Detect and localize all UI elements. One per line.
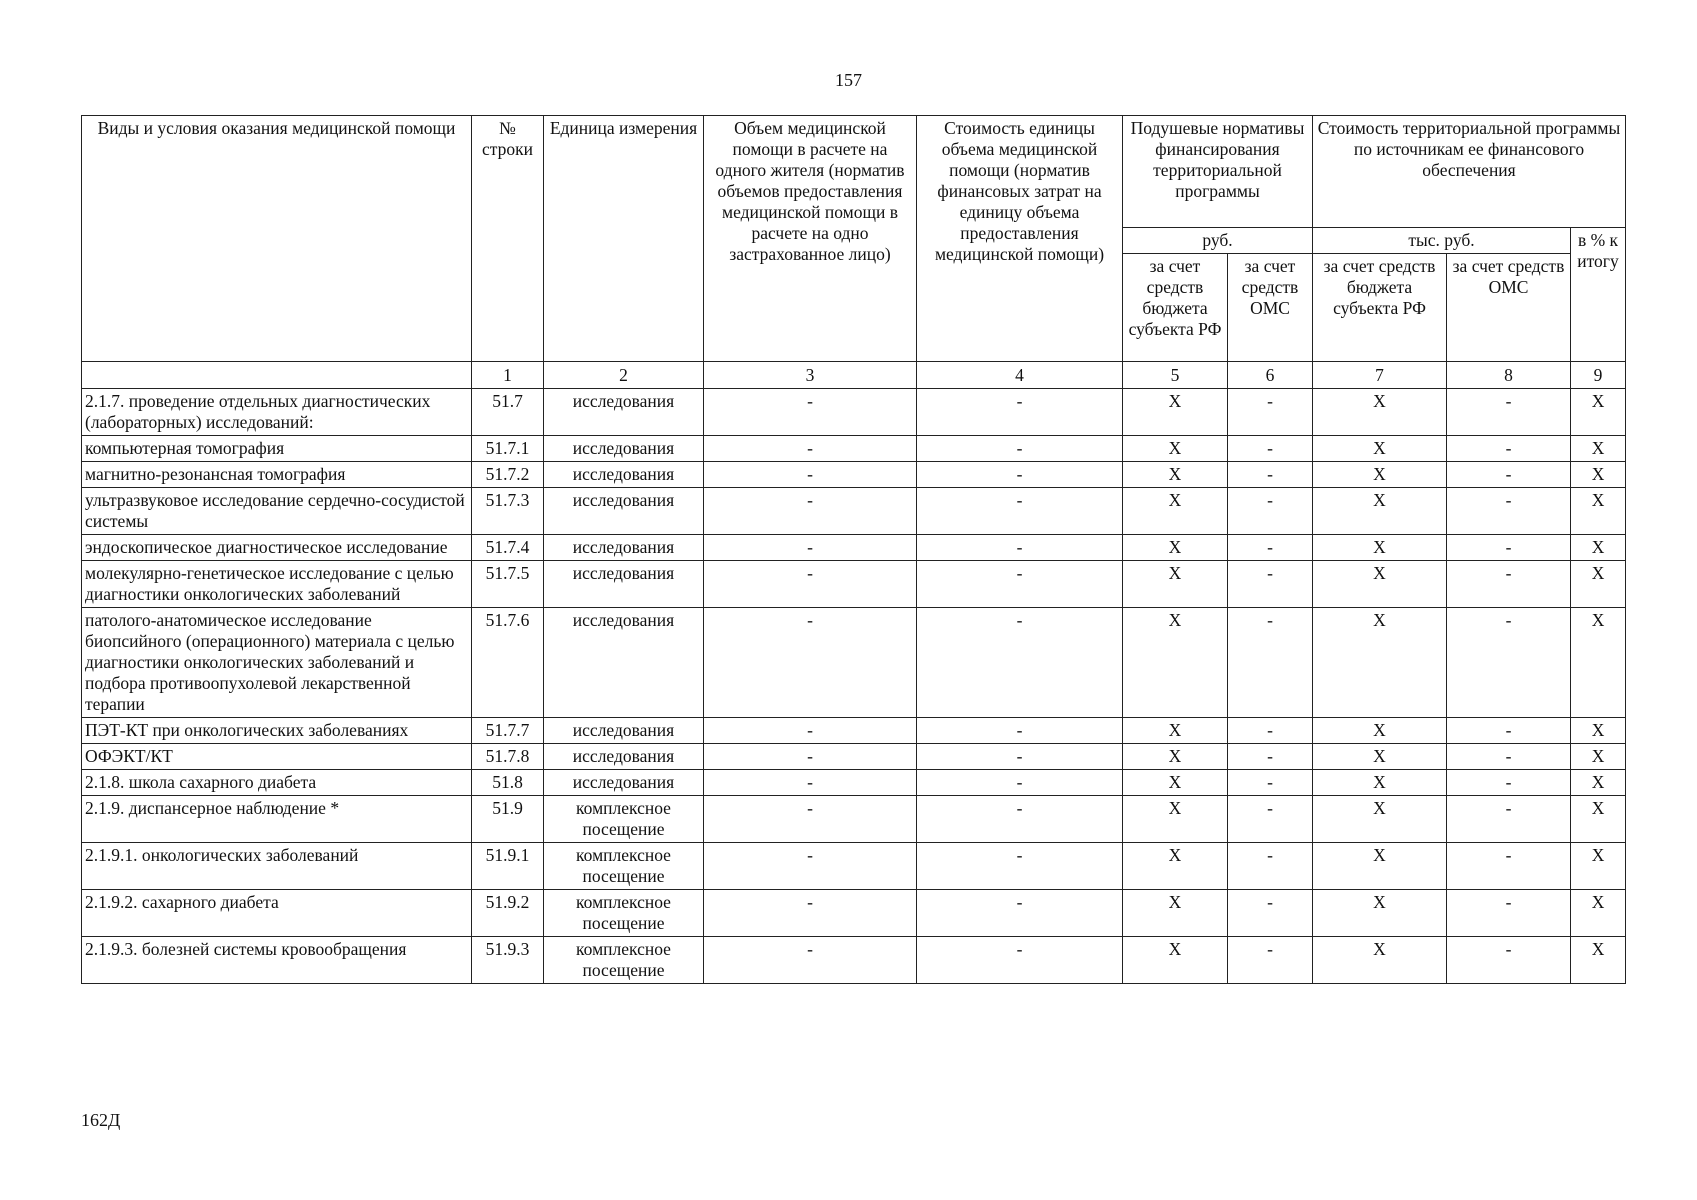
row-number: 51.7.2 [472, 462, 544, 488]
row-volume: - [704, 890, 917, 937]
row-name: ультразвуковое исследование сердечно-сосудистой системы [82, 488, 472, 535]
row-per-capita-budget: X [1123, 796, 1228, 843]
row-cost-budget: X [1313, 843, 1447, 890]
row-per-capita-oms: - [1228, 890, 1313, 937]
row-per-capita-oms: - [1228, 436, 1313, 462]
header-territorial-cost: Стоимость территориальной программы по источникам ее финансового обеспечения [1313, 116, 1626, 228]
row-volume: - [704, 937, 917, 984]
row-percent-total: X [1571, 718, 1626, 744]
table-row [82, 796, 1626, 843]
row-cost-budget: X [1313, 718, 1447, 744]
row-cost-budget: X [1313, 796, 1447, 843]
row-cost-budget: X [1313, 890, 1447, 937]
header-rub: руб. [1123, 228, 1313, 254]
row-volume: - [704, 436, 917, 462]
column-number: 9 [1571, 362, 1626, 389]
column-number: 3 [704, 362, 917, 389]
row-unit: исследования [544, 535, 704, 561]
row-per-capita-oms: - [1228, 770, 1313, 796]
row-cost-unit: - [917, 718, 1123, 744]
row-volume: - [704, 462, 917, 488]
header-cost-oms: за счет средств ОМС [1447, 254, 1571, 362]
table-row [82, 535, 1626, 561]
row-volume: - [704, 389, 917, 436]
row-name: 2.1.8. школа сахарного диабета [82, 770, 472, 796]
row-per-capita-budget: X [1123, 389, 1228, 436]
row-per-capita-budget: X [1123, 718, 1228, 744]
header-percent-total: в % к итогу [1571, 228, 1626, 362]
column-number: 5 [1123, 362, 1228, 389]
row-cost-oms: - [1447, 561, 1571, 608]
row-name: 2.1.9.1. онкологических заболеваний [82, 843, 472, 890]
table-row [82, 843, 1626, 890]
row-percent-total: X [1571, 462, 1626, 488]
row-cost-unit: - [917, 488, 1123, 535]
table-row [82, 436, 1626, 462]
row-volume: - [704, 796, 917, 843]
row-name: 2.1.9.3. болезней системы кровообращения [82, 937, 472, 984]
row-unit: исследования [544, 770, 704, 796]
row-volume: - [704, 744, 917, 770]
row-unit: исследования [544, 389, 704, 436]
row-per-capita-budget: X [1123, 608, 1228, 718]
row-percent-total: X [1571, 937, 1626, 984]
row-per-capita-oms: - [1228, 488, 1313, 535]
row-percent-total: X [1571, 389, 1626, 436]
row-per-capita-budget: X [1123, 744, 1228, 770]
row-cost-unit: - [917, 890, 1123, 937]
row-per-capita-oms: - [1228, 561, 1313, 608]
row-per-capita-budget: X [1123, 462, 1228, 488]
row-cost-unit: - [917, 744, 1123, 770]
row-cost-budget: X [1313, 535, 1447, 561]
table-row [82, 608, 1626, 718]
row-unit: исследования [544, 436, 704, 462]
row-number: 51.7 [472, 389, 544, 436]
row-percent-total: X [1571, 796, 1626, 843]
row-number: 51.7.4 [472, 535, 544, 561]
row-unit: исследования [544, 488, 704, 535]
table-row [82, 488, 1626, 535]
row-volume: - [704, 770, 917, 796]
row-cost-unit: - [917, 770, 1123, 796]
row-per-capita-budget: X [1123, 488, 1228, 535]
row-per-capita-budget: X [1123, 561, 1228, 608]
row-percent-total: X [1571, 770, 1626, 796]
row-cost-unit: - [917, 608, 1123, 718]
row-cost-budget: X [1313, 937, 1447, 984]
column-number [82, 362, 472, 389]
row-number: 51.7.1 [472, 436, 544, 462]
row-number: 51.7.7 [472, 718, 544, 744]
row-name: ПЭТ-КТ при онкологических заболеваниях [82, 718, 472, 744]
row-cost-unit: - [917, 436, 1123, 462]
row-volume: - [704, 535, 917, 561]
row-name: эндоскопическое диагностическое исследование [82, 535, 472, 561]
row-cost-oms: - [1447, 608, 1571, 718]
row-percent-total: X [1571, 890, 1626, 937]
row-number: 51.7.3 [472, 488, 544, 535]
row-per-capita-budget: X [1123, 535, 1228, 561]
row-per-capita-budget: X [1123, 937, 1228, 984]
row-cost-budget: X [1313, 770, 1447, 796]
row-name: ОФЭКТ/КТ [82, 744, 472, 770]
row-percent-total: X [1571, 535, 1626, 561]
row-per-capita-oms: - [1228, 535, 1313, 561]
row-unit: комплексное посещение [544, 890, 704, 937]
row-per-capita-oms: - [1228, 843, 1313, 890]
row-per-capita-budget: X [1123, 843, 1228, 890]
row-cost-unit: - [917, 561, 1123, 608]
header-volume: Объем медицинской помощи в расчете на одного жителя (норматив объемов предоставления медицинской помощи в расчете на одно застрахованное лицо) [704, 116, 917, 362]
row-number: 51.9.2 [472, 890, 544, 937]
table-row [82, 770, 1626, 796]
row-cost-oms: - [1447, 890, 1571, 937]
row-cost-oms: - [1447, 488, 1571, 535]
row-volume: - [704, 843, 917, 890]
row-unit: комплексное посещение [544, 937, 704, 984]
row-number: 51.9 [472, 796, 544, 843]
row-number: 51.7.6 [472, 608, 544, 718]
row-name: патолого-анатомическое исследование биопсийного (операционного) материала с целью диагностики онкологических заболеваний и подбора противоопухолевой лекарственной терапии [82, 608, 472, 718]
row-per-capita-oms: - [1228, 462, 1313, 488]
column-number: 1 [472, 362, 544, 389]
row-volume: - [704, 608, 917, 718]
table-row [82, 744, 1626, 770]
row-unit: исследования [544, 744, 704, 770]
row-cost-budget: X [1313, 561, 1447, 608]
table-row [82, 718, 1626, 744]
row-per-capita-budget: X [1123, 436, 1228, 462]
row-per-capita-oms: - [1228, 796, 1313, 843]
row-name: магнитно-резонансная томография [82, 462, 472, 488]
row-cost-oms: - [1447, 535, 1571, 561]
header-type: Виды и условия оказания медицинской помощи [82, 116, 472, 362]
row-cost-oms: - [1447, 436, 1571, 462]
row-cost-budget: X [1313, 436, 1447, 462]
row-number: 51.8 [472, 770, 544, 796]
row-volume: - [704, 718, 917, 744]
row-name: молекулярно-генетическое исследование с целью диагностики онкологических заболеваний [82, 561, 472, 608]
row-percent-total: X [1571, 436, 1626, 462]
header-unit: Единица измерения [544, 116, 704, 362]
document-code: 162Д [81, 1110, 121, 1130]
row-percent-total: X [1571, 744, 1626, 770]
row-percent-total: X [1571, 561, 1626, 608]
row-cost-budget: X [1313, 488, 1447, 535]
table-row [82, 890, 1626, 937]
row-name: компьютерная томография [82, 436, 472, 462]
page-number: 157 [835, 70, 862, 90]
header-per-capita: Подушевые нормативы финансирования территориальной программы [1123, 116, 1313, 228]
table-row [82, 937, 1626, 984]
row-cost-oms: - [1447, 718, 1571, 744]
row-per-capita-budget: X [1123, 770, 1228, 796]
row-unit: комплексное посещение [544, 843, 704, 890]
header-per-capita-oms: за счет средств ОМС [1228, 254, 1313, 362]
column-number: 8 [1447, 362, 1571, 389]
row-unit: исследования [544, 561, 704, 608]
row-per-capita-oms: - [1228, 744, 1313, 770]
row-volume: - [704, 488, 917, 535]
table-row [82, 462, 1626, 488]
row-cost-oms: - [1447, 744, 1571, 770]
row-per-capita-budget: X [1123, 890, 1228, 937]
row-percent-total: X [1571, 843, 1626, 890]
row-cost-budget: X [1313, 462, 1447, 488]
table-row [82, 389, 1626, 436]
row-unit: комплексное посещение [544, 796, 704, 843]
row-cost-unit: - [917, 796, 1123, 843]
row-name: 2.1.9. диспансерное наблюдение * [82, 796, 472, 843]
column-number: 4 [917, 362, 1123, 389]
row-number: 51.7.5 [472, 561, 544, 608]
row-per-capita-oms: - [1228, 608, 1313, 718]
row-cost-unit: - [917, 937, 1123, 984]
row-per-capita-oms: - [1228, 718, 1313, 744]
header-thous-rub: тыс. руб. [1313, 228, 1571, 254]
row-number: 51.9.3 [472, 937, 544, 984]
header-per-capita-budget: за счет средств бюджета субъекта РФ [1123, 254, 1228, 362]
row-cost-unit: - [917, 462, 1123, 488]
header-row-no: № строки [472, 116, 544, 362]
row-unit: исследования [544, 718, 704, 744]
row-cost-unit: - [917, 843, 1123, 890]
financing-table [81, 115, 1626, 984]
row-unit: исследования [544, 608, 704, 718]
column-number: 7 [1313, 362, 1447, 389]
row-cost-budget: X [1313, 389, 1447, 436]
header-cost-unit: Стоимость единицы объема медицинской помощи (норматив финансовых затрат на единицу объема предоставления медицинской помощи) [917, 116, 1123, 362]
row-per-capita-oms: - [1228, 389, 1313, 436]
row-number: 51.7.8 [472, 744, 544, 770]
row-cost-oms: - [1447, 462, 1571, 488]
row-percent-total: X [1571, 608, 1626, 718]
table-row [82, 561, 1626, 608]
row-number: 51.9.1 [472, 843, 544, 890]
row-name: 2.1.7. проведение отдельных диагностических (лабораторных) исследований: [82, 389, 472, 436]
row-cost-unit: - [917, 535, 1123, 561]
row-cost-oms: - [1447, 796, 1571, 843]
row-percent-total: X [1571, 488, 1626, 535]
row-cost-oms: - [1447, 937, 1571, 984]
column-number: 2 [544, 362, 704, 389]
row-volume: - [704, 561, 917, 608]
row-cost-unit: - [917, 389, 1123, 436]
column-number: 6 [1228, 362, 1313, 389]
row-cost-oms: - [1447, 843, 1571, 890]
row-per-capita-oms: - [1228, 937, 1313, 984]
row-cost-oms: - [1447, 770, 1571, 796]
row-name: 2.1.9.2. сахарного диабета [82, 890, 472, 937]
header-cost-budget: за счет средств бюджета субъекта РФ [1313, 254, 1447, 362]
row-cost-budget: X [1313, 608, 1447, 718]
row-unit: исследования [544, 462, 704, 488]
column-numbers-row [82, 362, 1626, 389]
row-cost-oms: - [1447, 389, 1571, 436]
row-cost-budget: X [1313, 744, 1447, 770]
